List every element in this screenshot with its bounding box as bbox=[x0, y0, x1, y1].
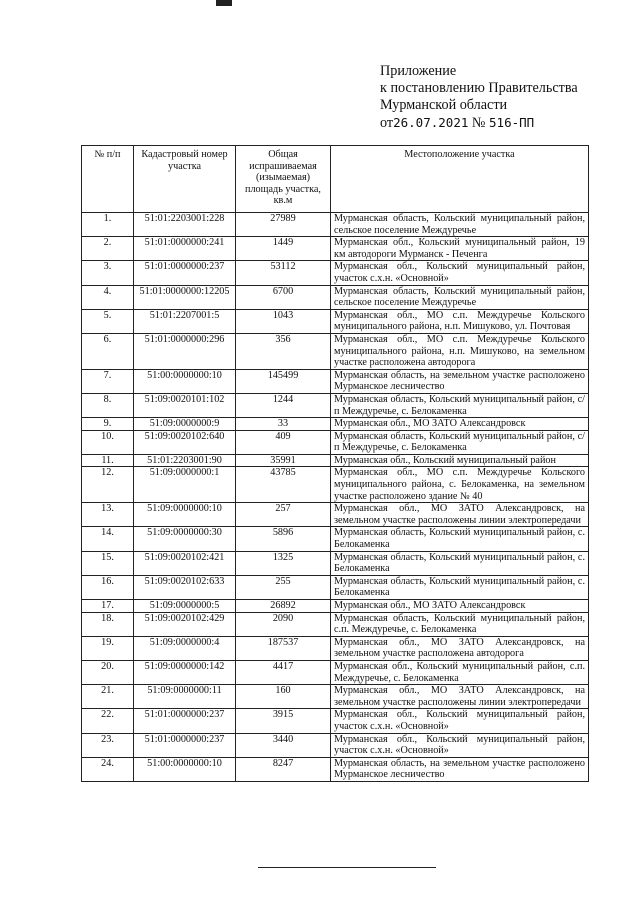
table-row bbox=[82, 685, 589, 709]
plot-location: Мурманская обл., МО ЗАТО Александровск bbox=[331, 600, 589, 613]
plot-location: Мурманская область, на земельном участке расположено Мурманское лесничество bbox=[331, 369, 589, 393]
cadastral-number: 51:09:0000000:9 bbox=[134, 418, 236, 431]
plot-location: Мурманская область, Кольский муниципальный район, с/п Междуречье, с. Белокаменка bbox=[331, 393, 589, 417]
row-number: 1. bbox=[82, 213, 134, 237]
table-row bbox=[82, 333, 589, 369]
plot-area: 8247 bbox=[236, 757, 331, 781]
cadastral-number: 51:09:0000000:142 bbox=[134, 660, 236, 684]
row-number: 7. bbox=[82, 369, 134, 393]
table-row bbox=[82, 709, 589, 733]
cadastral-number: 51:09:0000000:5 bbox=[134, 600, 236, 613]
plot-location: Мурманская область, Кольский муниципальный район, сельское поселение Междуречье bbox=[331, 285, 589, 309]
cadastral-number: 51:01:0000000:237 bbox=[134, 709, 236, 733]
table-row bbox=[82, 393, 589, 417]
row-number: 6. bbox=[82, 333, 134, 369]
table-row bbox=[82, 600, 589, 613]
header-region: Мурманской области bbox=[380, 97, 508, 113]
table-header-row bbox=[82, 146, 589, 213]
plot-area: 2090 bbox=[236, 612, 331, 636]
plot-area: 257 bbox=[236, 503, 331, 527]
header-title: Приложение bbox=[380, 63, 457, 79]
table-row bbox=[82, 213, 589, 237]
plot-area: 255 bbox=[236, 575, 331, 599]
plot-location: Мурманская область, Кольский муниципальный район, с.п. Междуречье, с. Белокаменка bbox=[331, 612, 589, 636]
table-row bbox=[82, 309, 589, 333]
plot-location: Мурманская обл., МО ЗАТО Александровск, на земельном участке расположены линии электропередачи bbox=[331, 503, 589, 527]
plot-location: Мурманская обл., МО с.п. Междуречье Кольского муниципального района, н.п. Мишуково, ул. Почтовая bbox=[331, 309, 589, 333]
plots-table bbox=[81, 145, 589, 782]
plot-area: 27989 bbox=[236, 213, 331, 237]
plot-area: 356 bbox=[236, 333, 331, 369]
header-decree: к постановлению Правительства bbox=[380, 80, 578, 96]
cadastral-number: 51:09:0020101:102 bbox=[134, 393, 236, 417]
plot-area: 1449 bbox=[236, 237, 331, 261]
plot-area: 5896 bbox=[236, 527, 331, 551]
row-number: 21. bbox=[82, 685, 134, 709]
cadastral-number: 51:09:0020102:421 bbox=[134, 551, 236, 575]
table-row bbox=[82, 237, 589, 261]
plot-area: 35991 bbox=[236, 454, 331, 467]
cadastral-number: 51:09:0020102:633 bbox=[134, 575, 236, 599]
cadastral-number: 51:09:0000000:10 bbox=[134, 503, 236, 527]
number-sign: № bbox=[471, 115, 486, 131]
row-number: 3. bbox=[82, 261, 134, 285]
cadastral-number: 51:01:2207001:5 bbox=[134, 309, 236, 333]
table-row bbox=[82, 757, 589, 781]
cadastral-number: 51:01:0000000:296 bbox=[134, 333, 236, 369]
plot-area: 187537 bbox=[236, 636, 331, 660]
plot-area: 43785 bbox=[236, 467, 331, 503]
table-row bbox=[82, 527, 589, 551]
plot-location: Мурманская обл., Кольский муниципальный район, участок с.х.н. «Основной» bbox=[331, 709, 589, 733]
row-number: 19. bbox=[82, 636, 134, 660]
row-number: 2. bbox=[82, 237, 134, 261]
plot-location: Мурманская обл., МО ЗАТО Александровск, на земельном участке расположена автодорога bbox=[331, 636, 589, 660]
plot-area: 1043 bbox=[236, 309, 331, 333]
cadastral-number: 51:09:0020102:640 bbox=[134, 430, 236, 454]
row-number: 4. bbox=[82, 285, 134, 309]
table-row bbox=[82, 612, 589, 636]
cadastral-number: 51:01:2203001:90 bbox=[134, 454, 236, 467]
table-row bbox=[82, 261, 589, 285]
plot-area: 1325 bbox=[236, 551, 331, 575]
plot-location: Мурманская обл., МО с.п. Междуречье Кольского муниципального района, с. Белокаменка, на земельном участке расположено здание № 40 bbox=[331, 467, 589, 503]
row-number: 18. bbox=[82, 612, 134, 636]
plot-location: Мурманская область, Кольский муниципальный район, сельское поселение Междуречье bbox=[331, 213, 589, 237]
cadastral-number: 51:01:0000000:237 bbox=[134, 261, 236, 285]
row-number: 15. bbox=[82, 551, 134, 575]
cadastral-number: 51:09:0000000:30 bbox=[134, 527, 236, 551]
col-header-cadastral: Кадастровый номер участка bbox=[134, 146, 236, 213]
cadastral-number: 51:09:0000000:4 bbox=[134, 636, 236, 660]
col-header-number: № п/п bbox=[82, 146, 134, 213]
date-prefix: от bbox=[380, 115, 394, 131]
plot-location: Мурманская обл., Кольский муниципальный район, участок с.х.н. «Основной» bbox=[331, 261, 589, 285]
row-number: 24. bbox=[82, 757, 134, 781]
table-row bbox=[82, 733, 589, 757]
table-row bbox=[82, 430, 589, 454]
plot-location: Мурманская обл., МО с.п. Междуречье Кольского муниципального района, н.п. Мишуково, на земельном участке расположена автодорога bbox=[331, 333, 589, 369]
cadastral-number: 51:01:0000000:12205 bbox=[134, 285, 236, 309]
footer-rule bbox=[258, 867, 436, 868]
plot-location: Мурманская область, Кольский муниципальный район, с/п Междуречье, с. Белокаменка bbox=[331, 430, 589, 454]
scan-mark bbox=[216, 0, 232, 6]
plot-location: Мурманская обл., Кольский муниципальный район bbox=[331, 454, 589, 467]
plot-area: 409 bbox=[236, 430, 331, 454]
header-date-line bbox=[380, 114, 578, 132]
row-number: 5. bbox=[82, 309, 134, 333]
plot-area: 1244 bbox=[236, 393, 331, 417]
plot-area: 145499 bbox=[236, 369, 331, 393]
plot-area: 33 bbox=[236, 418, 331, 431]
row-number: 17. bbox=[82, 600, 134, 613]
table-row bbox=[82, 575, 589, 599]
table-body bbox=[82, 213, 589, 782]
row-number: 20. bbox=[82, 660, 134, 684]
decree-number: 516-ПП bbox=[489, 115, 535, 130]
table-row bbox=[82, 454, 589, 467]
cadastral-number: 51:01:0000000:241 bbox=[134, 237, 236, 261]
row-number: 11. bbox=[82, 454, 134, 467]
plot-area: 53112 bbox=[236, 261, 331, 285]
cadastral-number: 51:01:0000000:237 bbox=[134, 733, 236, 757]
row-number: 13. bbox=[82, 503, 134, 527]
plot-area: 3915 bbox=[236, 709, 331, 733]
col-header-area: Общая испрашиваемая (изымаемая) площадь участка, кв.м bbox=[236, 146, 331, 213]
table-row bbox=[82, 503, 589, 527]
plot-location: Мурманская область, Кольский муниципальный район, с. Белокаменка bbox=[331, 575, 589, 599]
cadastral-number: 51:09:0000000:1 bbox=[134, 467, 236, 503]
row-number: 16. bbox=[82, 575, 134, 599]
plot-location: Мурманская область, на земельном участке расположено Мурманское лесничество bbox=[331, 757, 589, 781]
plot-area: 6700 bbox=[236, 285, 331, 309]
plot-area: 3440 bbox=[236, 733, 331, 757]
table-row bbox=[82, 636, 589, 660]
table-row bbox=[82, 551, 589, 575]
cadastral-number: 51:09:0020102:429 bbox=[134, 612, 236, 636]
plot-location: Мурманская обл., МО ЗАТО Александровск, на земельном участке расположены линии электропередачи bbox=[331, 685, 589, 709]
row-number: 23. bbox=[82, 733, 134, 757]
row-number: 10. bbox=[82, 430, 134, 454]
table-row bbox=[82, 660, 589, 684]
row-number: 14. bbox=[82, 527, 134, 551]
plot-area: 4417 bbox=[236, 660, 331, 684]
cadastral-number: 51:01:2203001:228 bbox=[134, 213, 236, 237]
document-header bbox=[380, 63, 578, 132]
row-number: 12. bbox=[82, 467, 134, 503]
plot-location: Мурманская обл., Кольский муниципальный район, 19 км автодороги Мурманск - Печенга bbox=[331, 237, 589, 261]
plot-area: 26892 bbox=[236, 600, 331, 613]
plot-location: Мурманская область, Кольский муниципальный район, с. Белокаменка bbox=[331, 551, 589, 575]
cadastral-number: 51:00:0000000:10 bbox=[134, 369, 236, 393]
plot-location: Мурманская обл., МО ЗАТО Александровск bbox=[331, 418, 589, 431]
table-row bbox=[82, 418, 589, 431]
plot-area: 160 bbox=[236, 685, 331, 709]
col-header-location: Местоположение участка bbox=[331, 146, 589, 213]
plot-location: Мурманская область, Кольский муниципальный район, с. Белокаменка bbox=[331, 527, 589, 551]
cadastral-number: 51:00:0000000:10 bbox=[134, 757, 236, 781]
table-row bbox=[82, 369, 589, 393]
row-number: 22. bbox=[82, 709, 134, 733]
row-number: 9. bbox=[82, 418, 134, 431]
plot-location: Мурманская обл., Кольский муниципальный район, с.п. Междуречье, с. Белокаменка bbox=[331, 660, 589, 684]
cadastral-number: 51:09:0000000:11 bbox=[134, 685, 236, 709]
row-number: 8. bbox=[82, 393, 134, 417]
table-row bbox=[82, 467, 589, 503]
plot-location: Мурманская обл., Кольский муниципальный район, участок с.х.н. «Основной» bbox=[331, 733, 589, 757]
date-stamp: 26.07.2021 bbox=[393, 115, 469, 130]
table-row bbox=[82, 285, 589, 309]
